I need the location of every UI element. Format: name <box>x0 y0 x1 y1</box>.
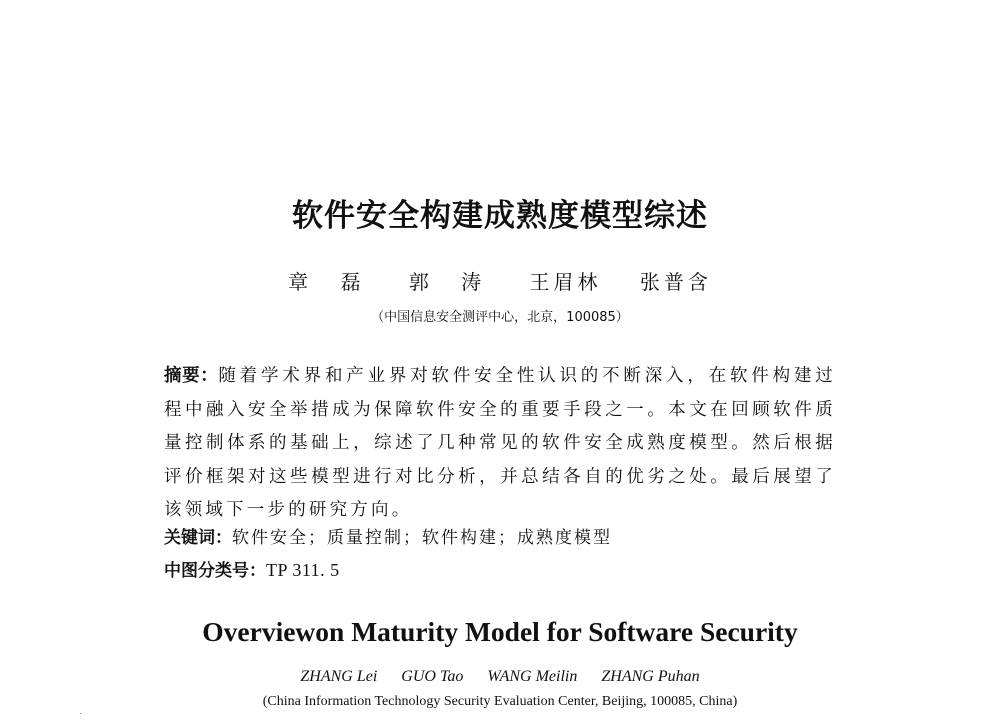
keywords-text: 软件安全；质量控制；软件构建；成熟度模型 <box>232 528 612 548</box>
english-author-name: ZHANG Puhan <box>601 668 700 685</box>
classification-code: TP 311. 5 <box>266 560 340 580</box>
scan-speck <box>80 713 81 714</box>
chinese-author-name: 章 磊 <box>288 270 371 294</box>
chinese-title: 软件安全构建成熟度模型综述 <box>292 198 708 234</box>
abstract-paragraph <box>164 360 836 528</box>
chinese-affiliation: （中国信息安全测评中心，北京，100085） <box>371 310 629 325</box>
classification-line <box>164 556 340 581</box>
english-title: Overviewon Maturity Model for Software Security <box>202 616 798 647</box>
english-author-list <box>0 668 1000 686</box>
chinese-author-list <box>0 266 1000 295</box>
abstract-text: 随着学术界和产业界对软件安全性认识的不断深入，在软件构建过程中融入安全举措成为保障软件安全的重要手段之一。本文在回顾软件质量控制体系的基础上，综述了几种常见的软件安全成熟度模型。然后根据评价框架对这些模型进行对比分析，并总结各自的优劣之处。最后展望了该领域下一步的研究方向。 <box>164 366 836 520</box>
english-author-name: WANG Meilin <box>487 668 578 685</box>
chinese-author-name: 郭 涛 <box>408 270 492 294</box>
chinese-author-name: 王眉林 <box>529 270 602 294</box>
english-author-name: ZHANG Lei <box>300 668 378 685</box>
english-author-name: GUO Tao <box>401 668 464 685</box>
english-affiliation: (China Information Technology Security Evaluation Center, Beijing, 100085, China) <box>262 694 738 709</box>
classification-label: 中图分类号： <box>164 561 266 581</box>
keywords-label: 关键词： <box>164 528 232 548</box>
chinese-author-name: 张普含 <box>639 270 712 294</box>
keywords-line <box>164 523 612 548</box>
abstract-label: 摘要： <box>164 366 219 386</box>
